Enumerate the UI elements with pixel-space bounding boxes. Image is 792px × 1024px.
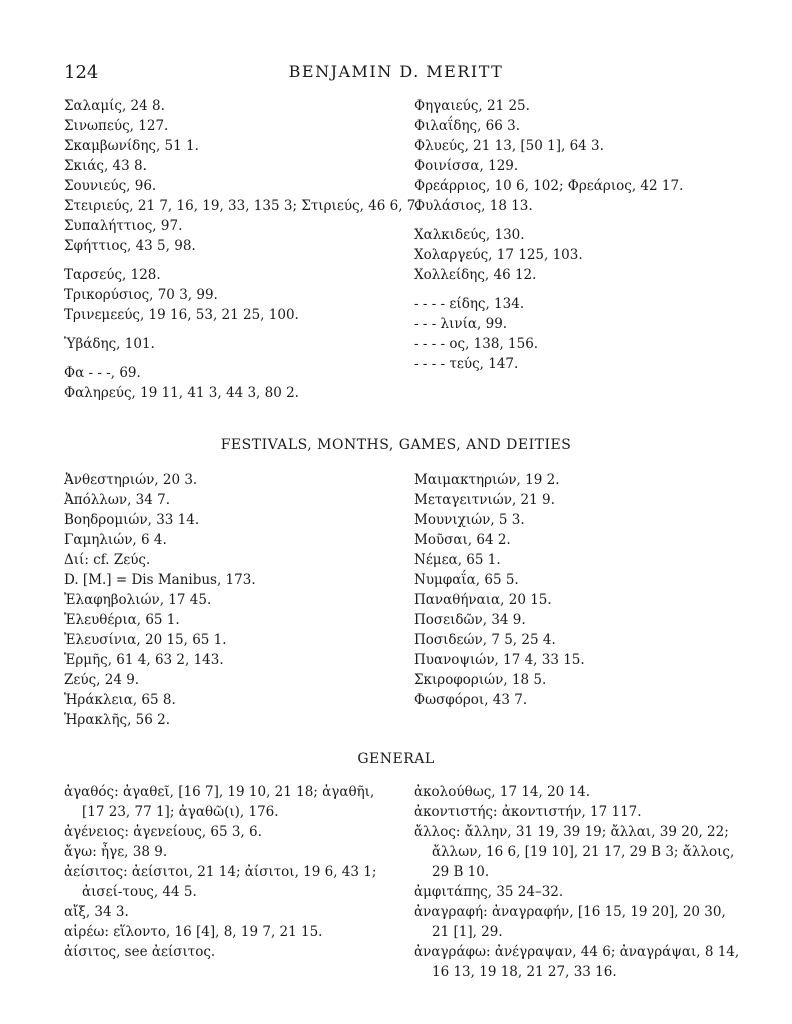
index-entry: Ὑβάδης, 101. [64,336,155,352]
index-entry: Ἐλευσίνια, 20 15, 65 1. [64,632,227,648]
demotics-left-column [64,96,420,403]
index-entry: - - - λινία, 99. [414,316,508,332]
index-entry: Ἀνθεστηριών, 20 3. [64,472,198,488]
index-entry: Φλυεύς, 21 13, [50 1], 64 3. [414,138,604,154]
index-entry: ἀκολούθως, 17 14, 20 14. [414,784,591,800]
index-entry: Ποσειδῶν, 34 9. [414,612,526,628]
index-entry: Φαληρεύς, 19 11, 41 3, 44 3, 80 2. [64,385,299,401]
index-entry: Ποσιδεών, 7 5, 25 4. [414,632,556,648]
index-entry: Ἐλαφηβολιών, 17 45. [64,592,212,608]
festivals-right-column [414,470,744,710]
demotics-right-column [414,96,744,374]
index-entry: ἀγένειος: ἀγενείους, 65 3, 6. [64,824,262,840]
section-title-general: GENERAL [357,751,435,767]
index-entry: - - - - είδης, 134. [414,296,525,312]
section-title-festivals: FESTIVALS, MONTHS, GAMES, AND DEITIES [220,437,572,453]
index-entry: Φοινίσσα, 129. [414,158,519,174]
index-entry: Σκιροφοριών, 18 5. [414,672,547,688]
index-entry: Χολαργεύς, 17 125, 103. [414,247,583,263]
index-entry: Φηγαιεύς, 21 25. [414,98,530,114]
index-entry: Σουνιεύς, 96. [64,178,157,194]
index-entry: Σφήττιος, 43 5, 98. [64,238,196,254]
index-entry: Ταρσεύς, 128. [64,267,161,283]
index-entry: Μοῦσαι, 64 2. [414,532,511,548]
index-entry: Χολλείδης, 46 12. [414,267,537,283]
index-entry: Τρινεμεεύς, 19 16, 53, 21 25, 100. [64,307,299,323]
index-entry: Σαλαμίς, 24 8. [64,98,165,114]
index-entry: Διί: cf. Ζεύς. [64,552,151,568]
index-entry: Συπαλήττιος, 97. [64,218,183,234]
index-entry: Ἀπόλλων, 34 7. [64,492,171,508]
index-entry: - - - - ος, 138, 156. [414,336,539,352]
index-entry: Μαιμακτηριών, 19 2. [414,472,560,488]
index-entry: ἀγαθός: ἀγαθεῖ, [16 7], 19 10, 21 18; ἀγαθῆι, [17 23, 77 1]; ἀγαθῶ(ι), 176. [64,784,375,820]
index-entry: Στειριεύς, 21 7, 16, 19, 33, 135 3; Στιριεύς, 46 6, 7. [64,198,420,214]
index-entry: - - - - τεύς, 147. [414,356,519,372]
index-entry: Σκαμβωνίδης, 51 1. [64,138,199,154]
index-entry: Ἑρμῆς, 61 4, 63 2, 143. [64,652,224,668]
index-entry: Σινωπεύς, 127. [64,118,169,134]
index-entry: ἀμφιτάπης, 35 24–32. [414,884,564,900]
running-head: BENJAMIN D. MERITT [288,62,504,81]
index-entry: Ἡράκλεια, 65 8. [64,692,176,708]
index-entry: ἀκοντιστής: ἀκοντιστήν, 17 117. [414,804,642,820]
index-entry: Ἡρακλῆς, 56 2. [64,712,171,728]
index-entry: Φιλαΐδης, 66 3. [414,118,521,134]
index-entry: Τρικορύσιος, 70 3, 99. [64,287,218,303]
index-entry: Νυμφαΐα, 65 5. [414,572,519,588]
index-entry: Ἐλευθέρια, 65 1. [64,612,180,628]
index-entry: Γαμηλιών, 6 4. [64,532,167,548]
index-entry: Μεταγειτνιών, 21 9. [414,492,555,508]
index-entry: αἱρέω: εἵλοντο, 16 [4], 8, 19 7, 21 15. [64,924,323,940]
index-entry: Ζεύς, 24 9. [64,672,140,688]
page-number: 124 [64,62,99,83]
festivals-left-column [64,470,404,730]
index-entry: ἀναγραφή: ἀναγραφήν, [16 15, 19 20], 20 30, 21 [1], 29. [414,904,726,940]
index-entry: Μουνιχιών, 5 3. [414,512,525,528]
index-entry: Παναθήναια, 20 15. [414,592,552,608]
index-entry: ἄγω: ἦγε, 38 9. [64,844,168,860]
index-entry: D. [M.] = Dis Manibus, 173. [64,572,256,588]
index-entry: Σκιάς, 43 8. [64,158,147,174]
index-entry: Φωσφόροι, 43 7. [414,692,528,708]
index-entry: ἀναγράφω: ἀνέγραψαν, 44 6; ἀναγράψαι, 8 14, 16 13, 19 18, 21 27, 33 16. [414,944,740,980]
index-entry: Φυλάσιος, 18 13. [414,198,533,214]
index-entry: αἴξ, 34 3. [64,904,129,920]
index-entry: Πυανοψιών, 17 4, 33 15. [414,652,585,668]
index-entry: Νέμεα, 65 1. [414,552,501,568]
index-entry: Χαλκιδεύς, 130. [414,227,525,243]
index-entry: ἀίσιτος, see ἀείσιτος. [64,944,216,960]
index-entry: Φα - - -, 69. [64,365,141,381]
index-entry: ἀείσιτος: ἀείσιτοι, 21 14; ἀίσιτοι, 19 6, 43 1; ἀισεί-τους, 44 5. [64,864,377,900]
general-left-column [64,782,394,962]
index-entry: Βοηδρομιών, 33 14. [64,512,200,528]
index-entry: ἄλλος: ἄλλην, 31 19, 39 19; ἄλλαι, 39 20, 22; ἄλλων, 16 6, [19 10], 21 17, 29 B 3; ἄλλοις, 29 B 10. [414,824,735,880]
index-entry: Φρεάρριος, 10 6, 102; Φρεάριος, 42 17. [414,178,684,194]
general-right-column [414,782,744,982]
